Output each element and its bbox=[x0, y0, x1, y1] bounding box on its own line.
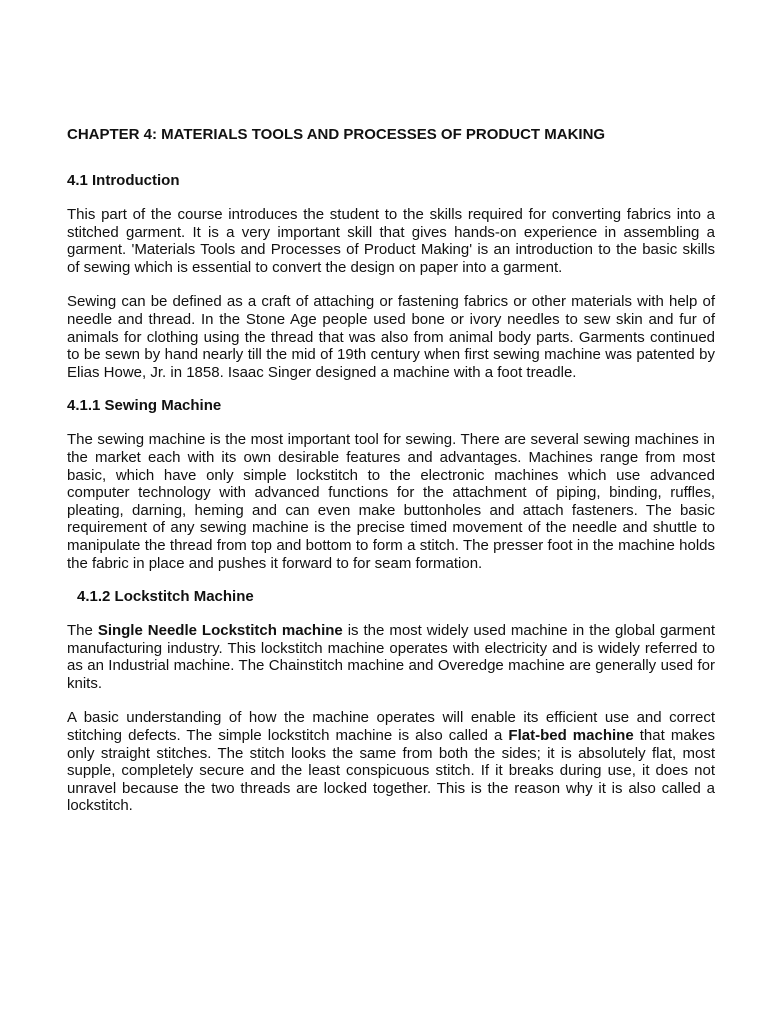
lockstitch-p2-bold-term: Flat-bed machine bbox=[508, 727, 634, 745]
intro-paragraph-2: Sewing can be defined as a craft of attaching or fastening fabrics or other materials with help of needle and thread. In the Stone Age people used bone or ivory needles to sew skin and fur of animals for clothing using the thread that was also from animal body parts. Garments continued to be sewn by hand nearly till the mid of 19th century when first sewing machine was patented by Elias Howe, Jr. in 1858. Isaac Singer designed a machine with a foot treadle. bbox=[67, 293, 715, 381]
document-page bbox=[67, 126, 715, 832]
intro-paragraph-1: This part of the course introduces the student to the skills required for converting fabrics into a stitched garment. It is a very important skill that gives hands-on experience in assembling a garment. 'Materials Tools and Processes of Product Making' is an introduction to the basic skills of sewing which is essential to convert the design on paper into a garment. bbox=[67, 206, 715, 276]
lockstitch-paragraph-1 bbox=[67, 622, 715, 692]
section-heading-introduction: 4.1 Introduction bbox=[67, 172, 180, 189]
lockstitch-p1-text-end: is the most widely used machine in the global garment manufacturing industry. This lockstitch machine operates with electricity and is widely referred to as an Industrial machine. The Chainstitch machine and Overedge machine are generally used for knits. bbox=[67, 622, 716, 692]
lockstitch-p1-text-start: The bbox=[67, 622, 98, 640]
chapter-title: CHAPTER 4: MATERIALS TOOLS AND PROCESSES OF PRODUCT MAKING bbox=[67, 126, 606, 143]
lockstitch-p1-bold-term: Single Needle Lockstitch machine bbox=[97, 622, 343, 640]
section-heading-sewing-machine: 4.1.1 Sewing Machine bbox=[67, 397, 222, 415]
sewing-machine-paragraph: The sewing machine is the most important tool for sewing. There are several sewing machines in the market each with its own desirable features and advantages. Machines range from most basic, which have only simple lockstitch to the electronic machines which use advanced computer technology with advanced functions for the attachment of piping, binding, ruffles, pleating, darning, heming and can even make buttonholes and attach fasteners. The basic requirement of any sewing machine is the precise timed movement of the needle and shuttle to manipulate the thread from top and bottom to form a stitch. The presser foot in the machine holds the fabric in place and pushes it forward to for seam formation. bbox=[67, 431, 715, 572]
section-heading-lockstitch-machine: 4.1.2 Lockstitch Machine bbox=[77, 588, 254, 606]
lockstitch-p2-text-end: that makes only straight stitches. The stitch looks the same from both the sides; it is absolutely flat, most supple, completely secure and the least conspicuous stitch. If it breaks during use, it does not unravel because the two threads are locked together. This is the reason why it is also called a lockstitch. bbox=[67, 727, 716, 815]
lockstitch-p2-text-start: A basic understanding of how the machine operates will enable its efficient use and correct stitching defects. The simple lockstitch machine is also called a bbox=[67, 709, 715, 745]
lockstitch-paragraph-2 bbox=[67, 709, 715, 815]
